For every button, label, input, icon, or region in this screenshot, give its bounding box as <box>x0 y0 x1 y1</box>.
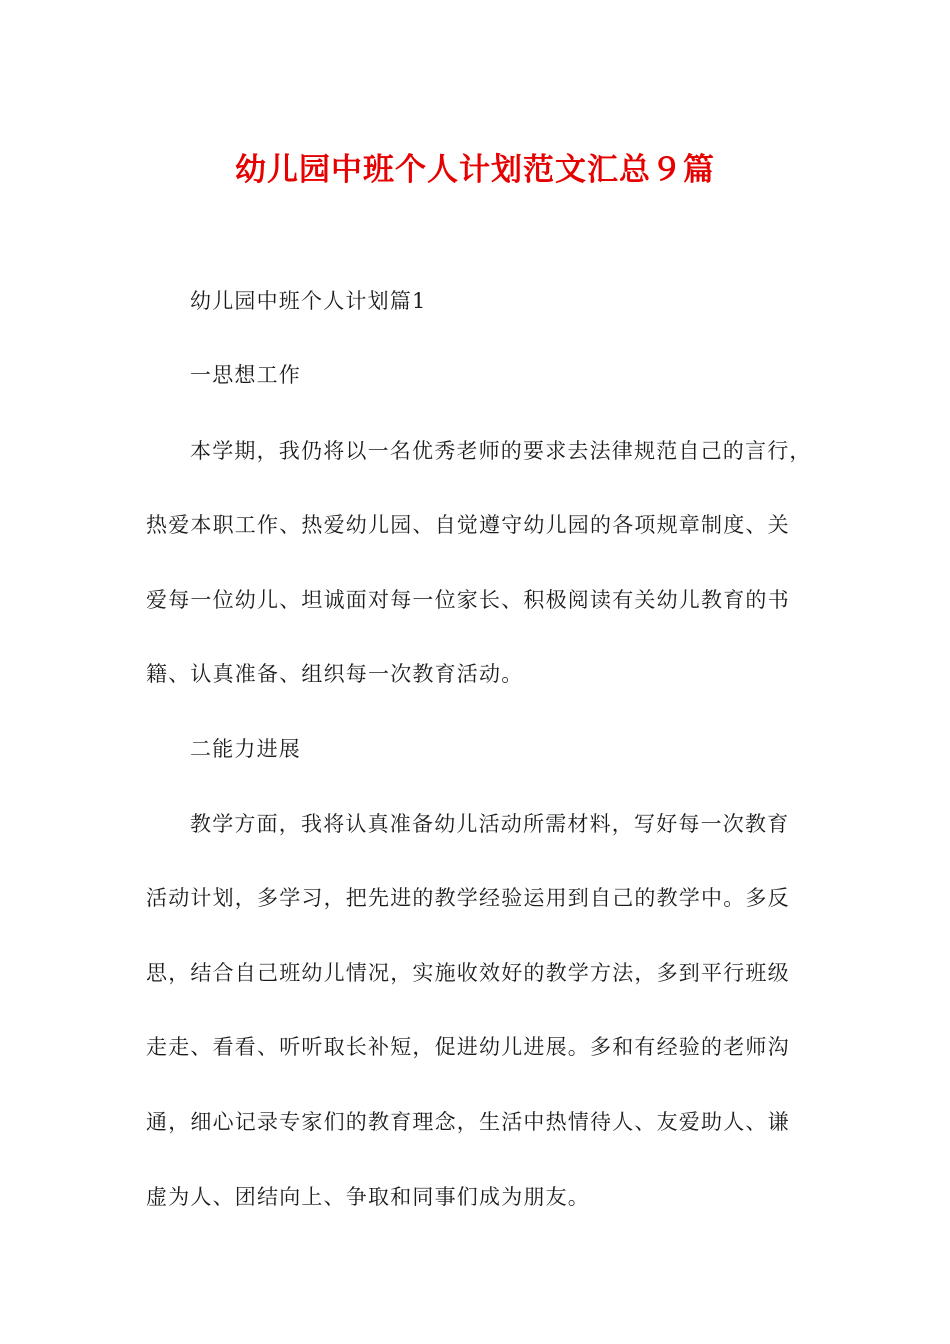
section-heading: 幼儿园中班个人计划篇1 <box>190 289 427 313</box>
paragraph-2-line-3: 思，结合自己班幼儿情况，实施收效好的教学方法，多到平行班级 <box>146 961 790 985</box>
paragraph-2-line-6: 虚为人、团结向上、争取和同事们成为朋友。 <box>146 1185 590 1209</box>
paragraph-1-line-4: 籍、认真准备、组织每一次教育活动。 <box>146 662 524 686</box>
paragraph-2-line-1: 教学方面，我将认真准备幼儿活动所需材料，写好每一次教育 <box>190 812 790 836</box>
document-title: 幼儿园中班个人计划范文汇总９篇 <box>235 152 715 188</box>
paragraph-1-line-3: 爱每一位幼儿、坦诚面对每一位家长、积极阅读有关幼儿教育的书 <box>146 588 790 612</box>
heading-ability-progress: 二能力进展 <box>190 737 301 761</box>
paragraph-2-line-2: 活动计划，多学习，把先进的教学经验运用到自己的教学中。多反 <box>146 886 790 910</box>
paragraph-1-line-2: 热爱本职工作、热爱幼儿园、自觉遵守幼儿园的各项规章制度、关 <box>146 513 790 537</box>
heading-thought-work: 一思想工作 <box>190 363 301 387</box>
paragraph-2-line-5: 通，细心记录专家们的教育理念，生活中热情待人、友爱助人、谦 <box>146 1110 790 1134</box>
paragraph-1-line-1: 本学期，我仍将以一名优秀老师的要求去法律规范自己的言行， <box>190 439 812 463</box>
paragraph-2-line-4: 走走、看看、听听取长补短，促进幼儿进展。多和有经验的老师沟 <box>146 1035 790 1059</box>
